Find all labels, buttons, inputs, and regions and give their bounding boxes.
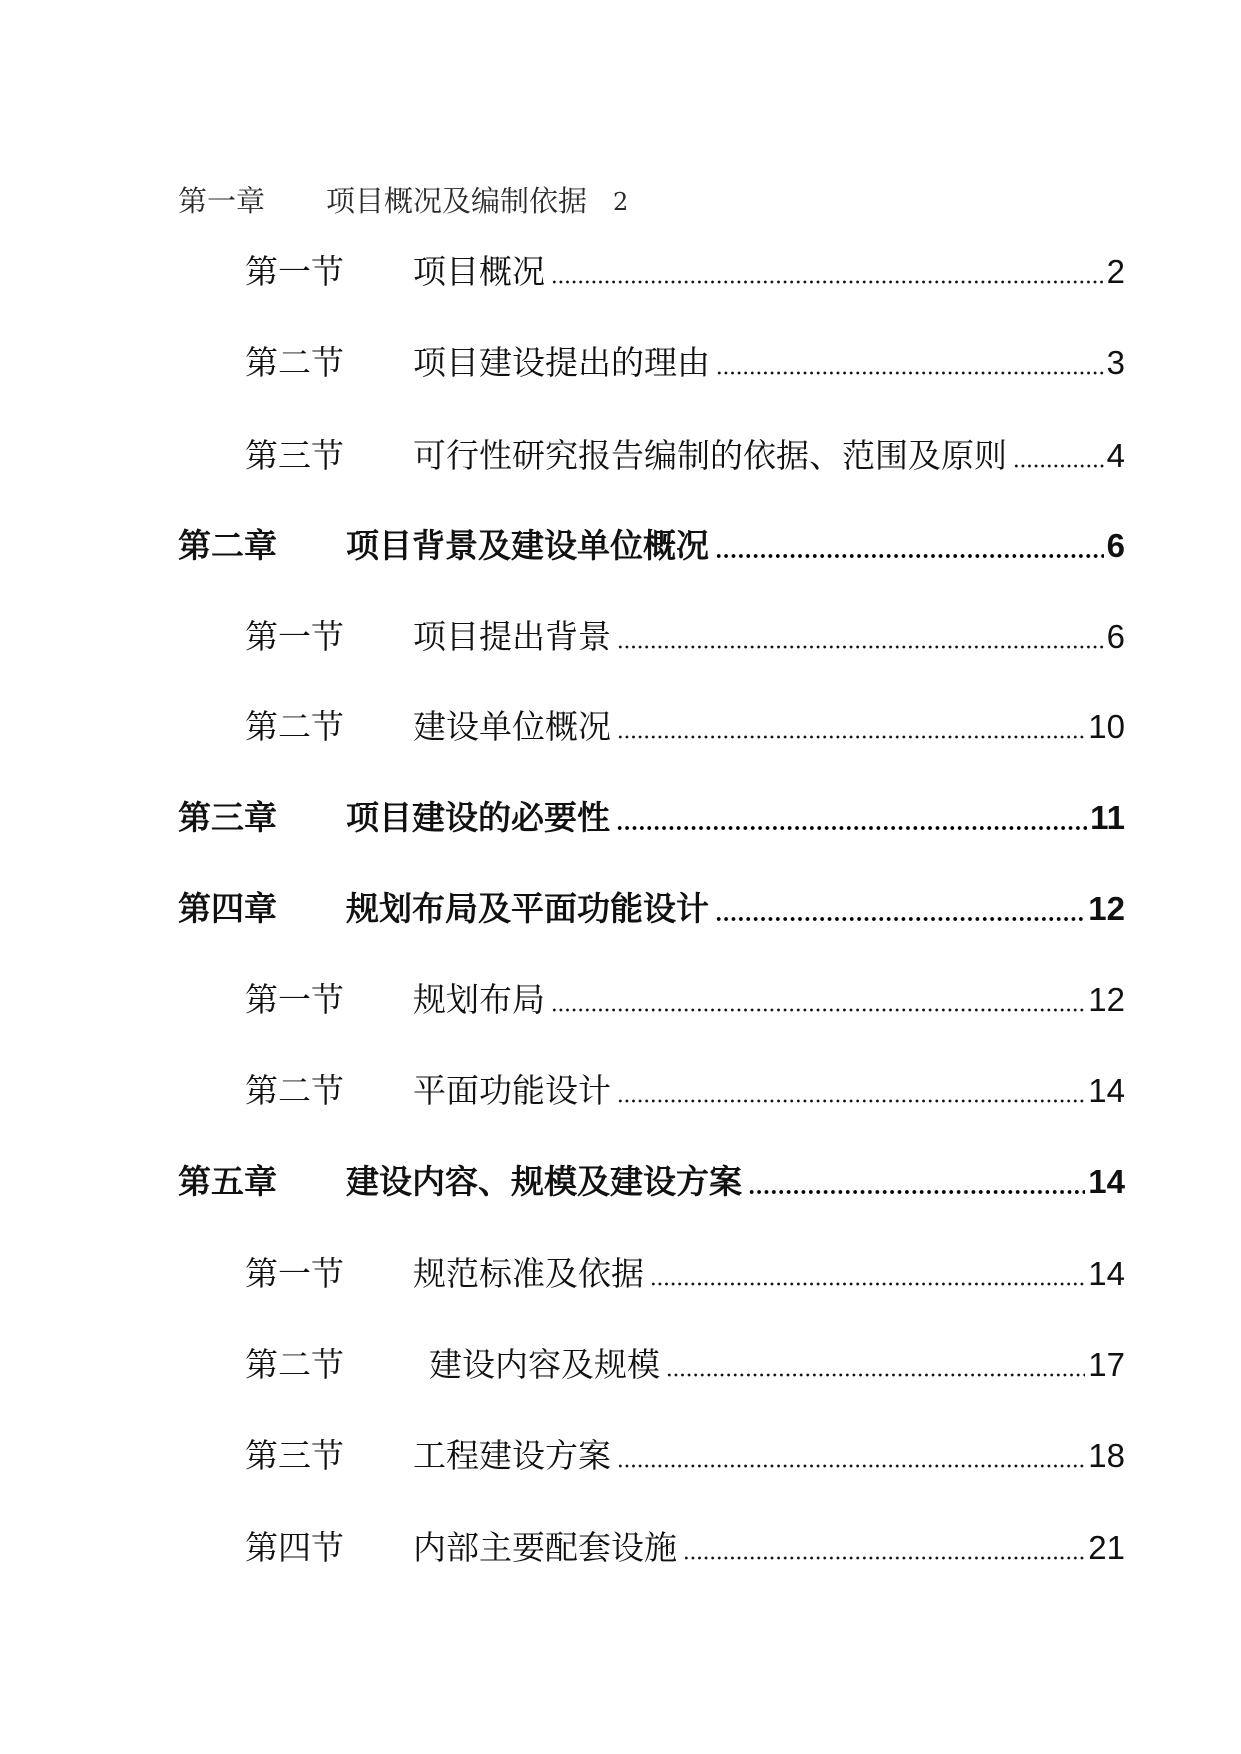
- toc-chapter-label: 第二章: [178, 527, 277, 564]
- toc-section-title: 项目概况: [413, 253, 545, 290]
- toc-section-title: 规范标准及依据: [413, 1255, 644, 1292]
- toc-page-number: 14: [1088, 1072, 1125, 1109]
- toc-page-number: 2: [1106, 253, 1125, 290]
- toc-page-number: 17: [1088, 1346, 1125, 1383]
- toc-page-number: 3: [1106, 344, 1125, 381]
- toc-entry-section: [245, 1342, 1125, 1388]
- toc-entry-chapter-1: [178, 179, 628, 225]
- toc-section-title: 项目建设提出的理由: [413, 344, 710, 381]
- toc-entry-section: [245, 977, 1125, 1023]
- toc-section-label: 第一节: [245, 253, 344, 290]
- toc-entry-chapter-3: [178, 795, 1125, 841]
- dot-leader: [617, 645, 1104, 649]
- toc-section-title: 内部主要配套设施: [413, 1529, 677, 1566]
- dot-leader: [1013, 464, 1104, 468]
- toc-section-title: 可行性研究报告编制的依据、范围及原则: [413, 437, 1007, 474]
- toc-section-title: 规划布局: [413, 981, 545, 1018]
- toc-page-number: 10: [1088, 708, 1125, 745]
- toc-page-number: 2: [613, 188, 629, 216]
- dot-leader: [650, 1282, 1085, 1286]
- toc-page-number: 4: [1106, 437, 1125, 474]
- toc-section-label: 第二节: [245, 1346, 344, 1383]
- toc-chapter-label: 第五章: [178, 1163, 277, 1200]
- toc-section-label: 第二节: [245, 708, 344, 745]
- toc-section-label: 第一节: [245, 981, 344, 1018]
- toc-page-number: 18: [1088, 1437, 1125, 1474]
- toc-entry-chapter-5: [178, 1159, 1125, 1205]
- toc-page-number: 12: [1088, 890, 1125, 927]
- dot-leader: [715, 554, 1104, 558]
- toc-section-title: 建设单位概况: [413, 708, 611, 745]
- toc-entry-section: [245, 1433, 1125, 1479]
- toc-entry-section: [245, 614, 1125, 660]
- dot-leader: [666, 1373, 1085, 1377]
- toc-section-label: 第二节: [245, 344, 344, 381]
- toc-entry-section: [245, 704, 1125, 750]
- dot-leader: [551, 1008, 1085, 1012]
- toc-entry-section: [245, 1068, 1125, 1114]
- toc-section-label: 第一节: [245, 1255, 344, 1292]
- toc-page-number: 14: [1088, 1163, 1125, 1200]
- toc-chapter-label: 第四章: [178, 890, 277, 927]
- dot-leader: [716, 371, 1104, 375]
- dot-leader: [715, 917, 1085, 921]
- toc-page-number: 14: [1088, 1255, 1125, 1292]
- toc-chapter-title: 项目背景及建设单位概况: [346, 527, 709, 564]
- toc-entry-chapter-4: [178, 886, 1125, 932]
- dot-leader: [748, 1190, 1085, 1194]
- toc-chapter-title: 建设内容、规模及建设方案: [346, 1163, 742, 1200]
- toc-section-label: 第二节: [245, 1072, 344, 1109]
- toc-page-number: 12: [1088, 981, 1125, 1018]
- dot-leader: [683, 1556, 1085, 1560]
- dot-leader: [551, 280, 1104, 284]
- toc-entry-section: [245, 249, 1125, 295]
- toc-entry-section: [245, 1251, 1125, 1297]
- toc-entry-section: [245, 433, 1125, 479]
- toc-chapter-title: 项目建设的必要性: [346, 799, 610, 836]
- toc-page-number: 11: [1090, 799, 1125, 836]
- toc-entry-section: [245, 340, 1125, 386]
- toc-chapter-label: 第三章: [178, 799, 277, 836]
- toc-entry-section: [245, 1525, 1125, 1571]
- dot-leader: [617, 1464, 1085, 1468]
- toc-chapter-title: 规划布局及平面功能设计: [346, 890, 709, 927]
- toc-page-number: 21: [1088, 1529, 1125, 1566]
- toc-section-title: 工程建设方案: [413, 1437, 611, 1474]
- toc-page-number: 6: [1106, 527, 1125, 564]
- toc-entry-chapter-2: [178, 523, 1125, 569]
- dot-leader: [616, 826, 1087, 830]
- toc-section-label: 第四节: [245, 1529, 344, 1566]
- toc-chapter-title: 项目概况及编制依据: [326, 186, 588, 218]
- toc-section-title: 建设内容及规模: [429, 1346, 660, 1383]
- dot-leader: [617, 735, 1085, 739]
- toc-section-title: 项目提出背景: [413, 618, 611, 655]
- dot-leader: [617, 1099, 1085, 1103]
- toc-section-label: 第三节: [245, 437, 344, 474]
- toc-section-label: 第三节: [245, 1437, 344, 1474]
- toc-page-number: 6: [1106, 618, 1125, 655]
- toc-chapter-label: 第一章: [178, 186, 266, 218]
- toc-section-title: 平面功能设计: [413, 1072, 611, 1109]
- toc-section-label: 第一节: [245, 618, 344, 655]
